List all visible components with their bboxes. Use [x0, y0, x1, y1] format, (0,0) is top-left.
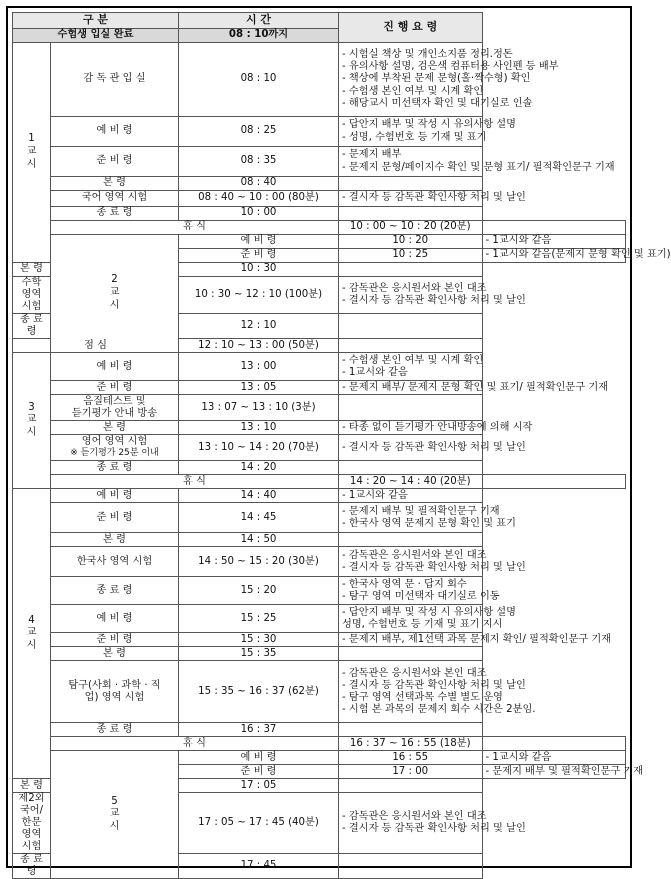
- break-notes: [339, 339, 483, 353]
- step-time: 17 : 45: [179, 854, 339, 879]
- step-time: 08 : 10: [179, 43, 339, 117]
- schedule-row: [13, 235, 626, 249]
- schedule-row: [13, 421, 626, 435]
- note-line: - 유의사항 설명, 검은색 컴퓨터용 사인펜 등 배부: [342, 61, 559, 73]
- step-label: 준 비 령: [51, 633, 179, 647]
- step-time: 08 : 40 ~ 10 : 00 (80분): [179, 191, 339, 207]
- period-label: 3 교 시: [13, 353, 51, 489]
- schedule-body: [13, 43, 671, 879]
- note-line: - 1교시와 같음: [485, 751, 552, 763]
- step-notes: [339, 191, 526, 207]
- step-time: 14 : 50: [179, 533, 339, 547]
- step-time: 10 : 00: [179, 207, 339, 221]
- step-notes: [339, 381, 609, 395]
- step-notes: [339, 314, 483, 339]
- schedule-row: [13, 353, 626, 381]
- note-line: - 결시자 등 감독관 확인사항 처리 및 날인: [342, 441, 526, 453]
- step-notes: [339, 395, 483, 421]
- step-label: 영어 영역 시험 ※ 듣기평가 25분 이내: [51, 435, 179, 461]
- step-notes: [482, 235, 626, 249]
- schedule-row: [13, 395, 626, 421]
- note-line: - 문제지 문형/페이지수 확인 및 문형 표기/ 필적확인문구 기재: [342, 161, 615, 173]
- schedule-row: [13, 117, 626, 147]
- schedule-row: [13, 435, 626, 461]
- schedule-row: [13, 647, 626, 661]
- step-time: 13 : 10: [179, 421, 339, 435]
- note-line: - 시험실 책상 및 개인소지품 정리.정돈: [342, 49, 513, 61]
- step-time: 15 : 30: [179, 633, 339, 647]
- note-line: - 답안지 배부 및 작성 시 유의사항 설명: [342, 119, 516, 131]
- break-row: [13, 339, 626, 353]
- step-notes: [339, 117, 516, 147]
- period-label: 1 교 시: [13, 43, 51, 263]
- period-label: 5 교 시: [51, 751, 179, 879]
- note-line: - 감독관은 응시원서와 본인 대조: [342, 811, 487, 823]
- note-line: - 답안지 배부 및 작성 시 유의사항 설명: [342, 606, 516, 618]
- step-time: 13 : 10 ~ 14 : 20 (70분): [179, 435, 339, 461]
- note-line: - 시험 본 과목의 문제지 회수 시간은 2분임.: [342, 703, 536, 715]
- period-label: 2 교 시: [51, 235, 179, 353]
- step-label: 종 료 령: [51, 461, 179, 475]
- break-label: 휴 식: [51, 221, 339, 235]
- schedule-row: [13, 207, 626, 221]
- step-label: 종 료 령: [51, 723, 179, 737]
- note-line: - 탐구 영역 선택과목 수별 별도 운영: [342, 691, 503, 703]
- note-line: - 1교시와 같음: [485, 235, 552, 247]
- break-label: 휴 식: [51, 737, 339, 751]
- step-time: 15 : 25: [179, 605, 339, 633]
- step-label: 준 비 령: [179, 765, 339, 779]
- step-notes: [339, 605, 516, 633]
- step-notes: [339, 723, 483, 737]
- note-line: - 한국사 영역 문 · 답지 회수: [342, 578, 467, 590]
- schedule-row: [13, 577, 626, 605]
- entry-time: 08 : 10까지: [179, 29, 339, 43]
- step-notes: [339, 647, 483, 661]
- note-line: - 한국사 영역 문제지 문형 확인 및 표기: [342, 517, 516, 529]
- break-row: [13, 221, 626, 235]
- step-label: 본 령: [51, 421, 179, 435]
- step-time: 17 : 00: [339, 765, 483, 779]
- step-time: 13 : 05: [179, 381, 339, 395]
- step-notes: [339, 547, 526, 577]
- step-label: 준 비 령: [51, 147, 179, 177]
- schedule-row: [13, 177, 626, 191]
- step-notes: [339, 503, 516, 533]
- step-time: 14 : 45: [179, 503, 339, 533]
- step-label: 한국사 영역 시험: [51, 547, 179, 577]
- note-line: - 수험생 본인 여부 및 시계 확인: [342, 85, 484, 97]
- schedule-row: [13, 461, 626, 475]
- step-notes: [339, 435, 526, 461]
- note-line: - 감독관은 응시원서와 본인 대조: [342, 667, 487, 679]
- break-time: 14 : 20 ~ 14 : 40 (20분): [339, 475, 483, 489]
- step-notes: [339, 421, 533, 435]
- break-notes: [482, 221, 626, 235]
- step-time: 08 : 40: [179, 177, 339, 191]
- step-time: 15 : 20: [179, 577, 339, 605]
- step-label: 준 비 령: [179, 249, 339, 263]
- break-row: [13, 475, 626, 489]
- schedule-row: [13, 381, 626, 395]
- step-time: 14 : 40: [179, 489, 339, 503]
- step-time: 16 : 37: [179, 723, 339, 737]
- step-time: 10 : 30 ~ 12 : 10 (100분): [179, 277, 339, 314]
- step-label: 본 령: [13, 263, 51, 277]
- step-label: 종 료 령: [13, 854, 51, 879]
- note-line: - 타종 없이 듣기평가 안내방송에 의해 시작: [342, 421, 533, 433]
- schedule-row: [13, 605, 626, 633]
- break-label: 점 심: [13, 339, 179, 353]
- note-line: - 책상에 부착된 문제 문형(홀·짝수형) 확인: [342, 73, 531, 85]
- break-time: 10 : 00 ~ 10 : 20 (20분): [339, 221, 483, 235]
- break-notes: [482, 475, 626, 489]
- step-time: 10 : 30: [179, 263, 339, 277]
- step-time: 08 : 35: [179, 147, 339, 177]
- schedule-row: [13, 503, 626, 533]
- step-notes: [339, 661, 536, 723]
- step-label: 본 령: [51, 647, 179, 661]
- entry-label: 수험생 입실 완료: [13, 29, 179, 43]
- step-notes: [482, 249, 671, 263]
- note-line: - 수험생 본인 여부 및 시계 확인: [342, 354, 484, 366]
- note-line: - 문제지 배부, 제1선택 과목 문제지 확인/ 필적확인문구 기재: [342, 633, 612, 645]
- step-notes: [339, 461, 483, 475]
- note-line: - 문제지 배부: [342, 149, 402, 161]
- step-time: 15 : 35 ~ 16 : 37 (62분): [179, 661, 339, 723]
- step-notes: [339, 263, 483, 277]
- note-line: - 결시자 등 감독관 확인사항 처리 및 날인: [342, 823, 526, 835]
- note-line: - 결시자 등 감독관 확인사항 처리 및 날인: [342, 295, 526, 307]
- step-time: 17 : 05 ~ 17 : 45 (40분): [179, 793, 339, 854]
- schedule-row: [13, 723, 626, 737]
- step-label: 음질테스트 및 듣기평가 안내 방송: [51, 395, 179, 421]
- step-label: 본 령: [51, 177, 179, 191]
- note-line: - 감독관은 응시원서와 본인 대조: [342, 549, 487, 561]
- step-time: 10 : 25: [339, 249, 483, 263]
- break-label: 휴 식: [51, 475, 339, 489]
- step-time: 15 : 35: [179, 647, 339, 661]
- schedule-row: [13, 489, 626, 503]
- schedule-frame: [6, 6, 671, 878]
- step-label: 예 비 령: [179, 751, 339, 765]
- step-time: 14 : 20: [179, 461, 339, 475]
- step-label: 본 령: [51, 533, 179, 547]
- header-procedure: 진 행 요 령: [339, 13, 483, 43]
- schedule-row: [13, 633, 626, 647]
- step-notes: [482, 765, 644, 779]
- step-label: 국어 영역 시험: [51, 191, 179, 207]
- step-time: 12 : 10: [179, 314, 339, 339]
- step-time: 17 : 05: [179, 779, 339, 793]
- note-line: - 1교시와 같음: [342, 489, 408, 501]
- period-label: 4 교 시: [13, 489, 51, 779]
- step-notes: [339, 177, 483, 191]
- schedule-row: [13, 661, 626, 723]
- schedule-row: [13, 43, 626, 117]
- step-notes: [339, 489, 483, 503]
- step-notes: [339, 147, 615, 177]
- step-notes: [339, 779, 483, 793]
- step-notes: [339, 577, 500, 605]
- step-time: 13 : 00: [179, 353, 339, 381]
- step-label: 예 비 령: [51, 353, 179, 381]
- step-time: 14 : 50 ~ 15 : 20 (30분): [179, 547, 339, 577]
- step-notes: [339, 854, 483, 879]
- step-label: 예 비 령: [179, 235, 339, 249]
- step-notes: [339, 43, 559, 117]
- note-line: - 문제지 배부 및 필적확인문구 기재: [485, 765, 644, 777]
- exam-schedule-table: [12, 12, 671, 879]
- step-label: 종 료 령: [13, 314, 51, 339]
- note-line: - 감독관은 응시원서와 본인 대조: [342, 283, 487, 295]
- step-notes: [339, 633, 612, 647]
- break-row: [13, 737, 626, 751]
- step-notes: [339, 353, 483, 381]
- schedule-row: [13, 547, 626, 577]
- note-line: - 문제지 배부 및 필적확인문구 기재: [342, 505, 500, 517]
- step-label: 감 독 관 입 실: [51, 43, 179, 117]
- step-notes: [339, 277, 526, 314]
- step-label: 준 비 령: [51, 381, 179, 395]
- schedule-row: [13, 533, 626, 547]
- step-sub-label: ※ 듣기평가 25분 이내: [70, 448, 159, 459]
- step-label: 탐구(사회 · 과학 · 직 업) 영역 시험: [51, 661, 179, 723]
- break-time: 16 : 37 ~ 16 : 55 (18분): [339, 737, 483, 751]
- step-notes: [482, 751, 626, 765]
- schedule-row: [13, 147, 626, 177]
- note-line: - 성명, 수험번호 등 기재 및 표기: [342, 131, 487, 143]
- schedule-row: [13, 751, 626, 765]
- header-division: 구 분: [13, 13, 179, 29]
- step-label: 본 령: [13, 779, 51, 793]
- note-line: - 1교시와 같음(문제지 문형 확인 및 표기): [485, 249, 671, 261]
- note-line: - 탐구 영역 미선택자 대기실로 이동: [342, 590, 500, 602]
- note-line: - 결시자 등 감독관 확인사항 처리 및 날인: [342, 192, 526, 204]
- header-time: 시 간: [179, 13, 339, 29]
- step-label: 예 비 령: [51, 117, 179, 147]
- schedule-row: [13, 191, 626, 207]
- step-time: 16 : 55: [339, 751, 483, 765]
- step-label: 예 비 령: [51, 489, 179, 503]
- break-time: 12 : 10 ~ 13 : 00 (50분): [179, 339, 339, 353]
- step-time: 08 : 25: [179, 117, 339, 147]
- step-time: 10 : 20: [339, 235, 483, 249]
- step-notes: [339, 533, 483, 547]
- note-line: 성명, 수험번호 등 기재 및 표기 지시: [342, 618, 503, 630]
- step-time: 13 : 07 ~ 13 : 10 (3분): [179, 395, 339, 421]
- break-notes: [482, 737, 626, 751]
- note-line: - 문제지 배부/ 문제지 문형 확인 및 표기/ 필적확인문구 기재: [342, 381, 609, 393]
- step-notes: [339, 207, 483, 221]
- note-line: - 해당교시 미선택자 확인 및 대기실로 인솔: [342, 97, 533, 109]
- step-label: 제2외국어/한문 영역 시험: [13, 793, 51, 854]
- step-label: 수학 영역 시험: [13, 277, 51, 314]
- step-label: 종 료 령: [51, 207, 179, 221]
- step-label: 예 비 령: [51, 605, 179, 633]
- note-line: - 결시자 등 감독관 확인사항 처리 및 날인: [342, 679, 526, 691]
- step-label: 준 비 령: [51, 503, 179, 533]
- note-line: - 1교시와 같음: [342, 366, 408, 378]
- step-label: 종 료 령: [51, 577, 179, 605]
- note-line: - 결시자 등 감독관 확인사항 처리 및 날인: [342, 561, 526, 573]
- step-notes: [339, 793, 526, 854]
